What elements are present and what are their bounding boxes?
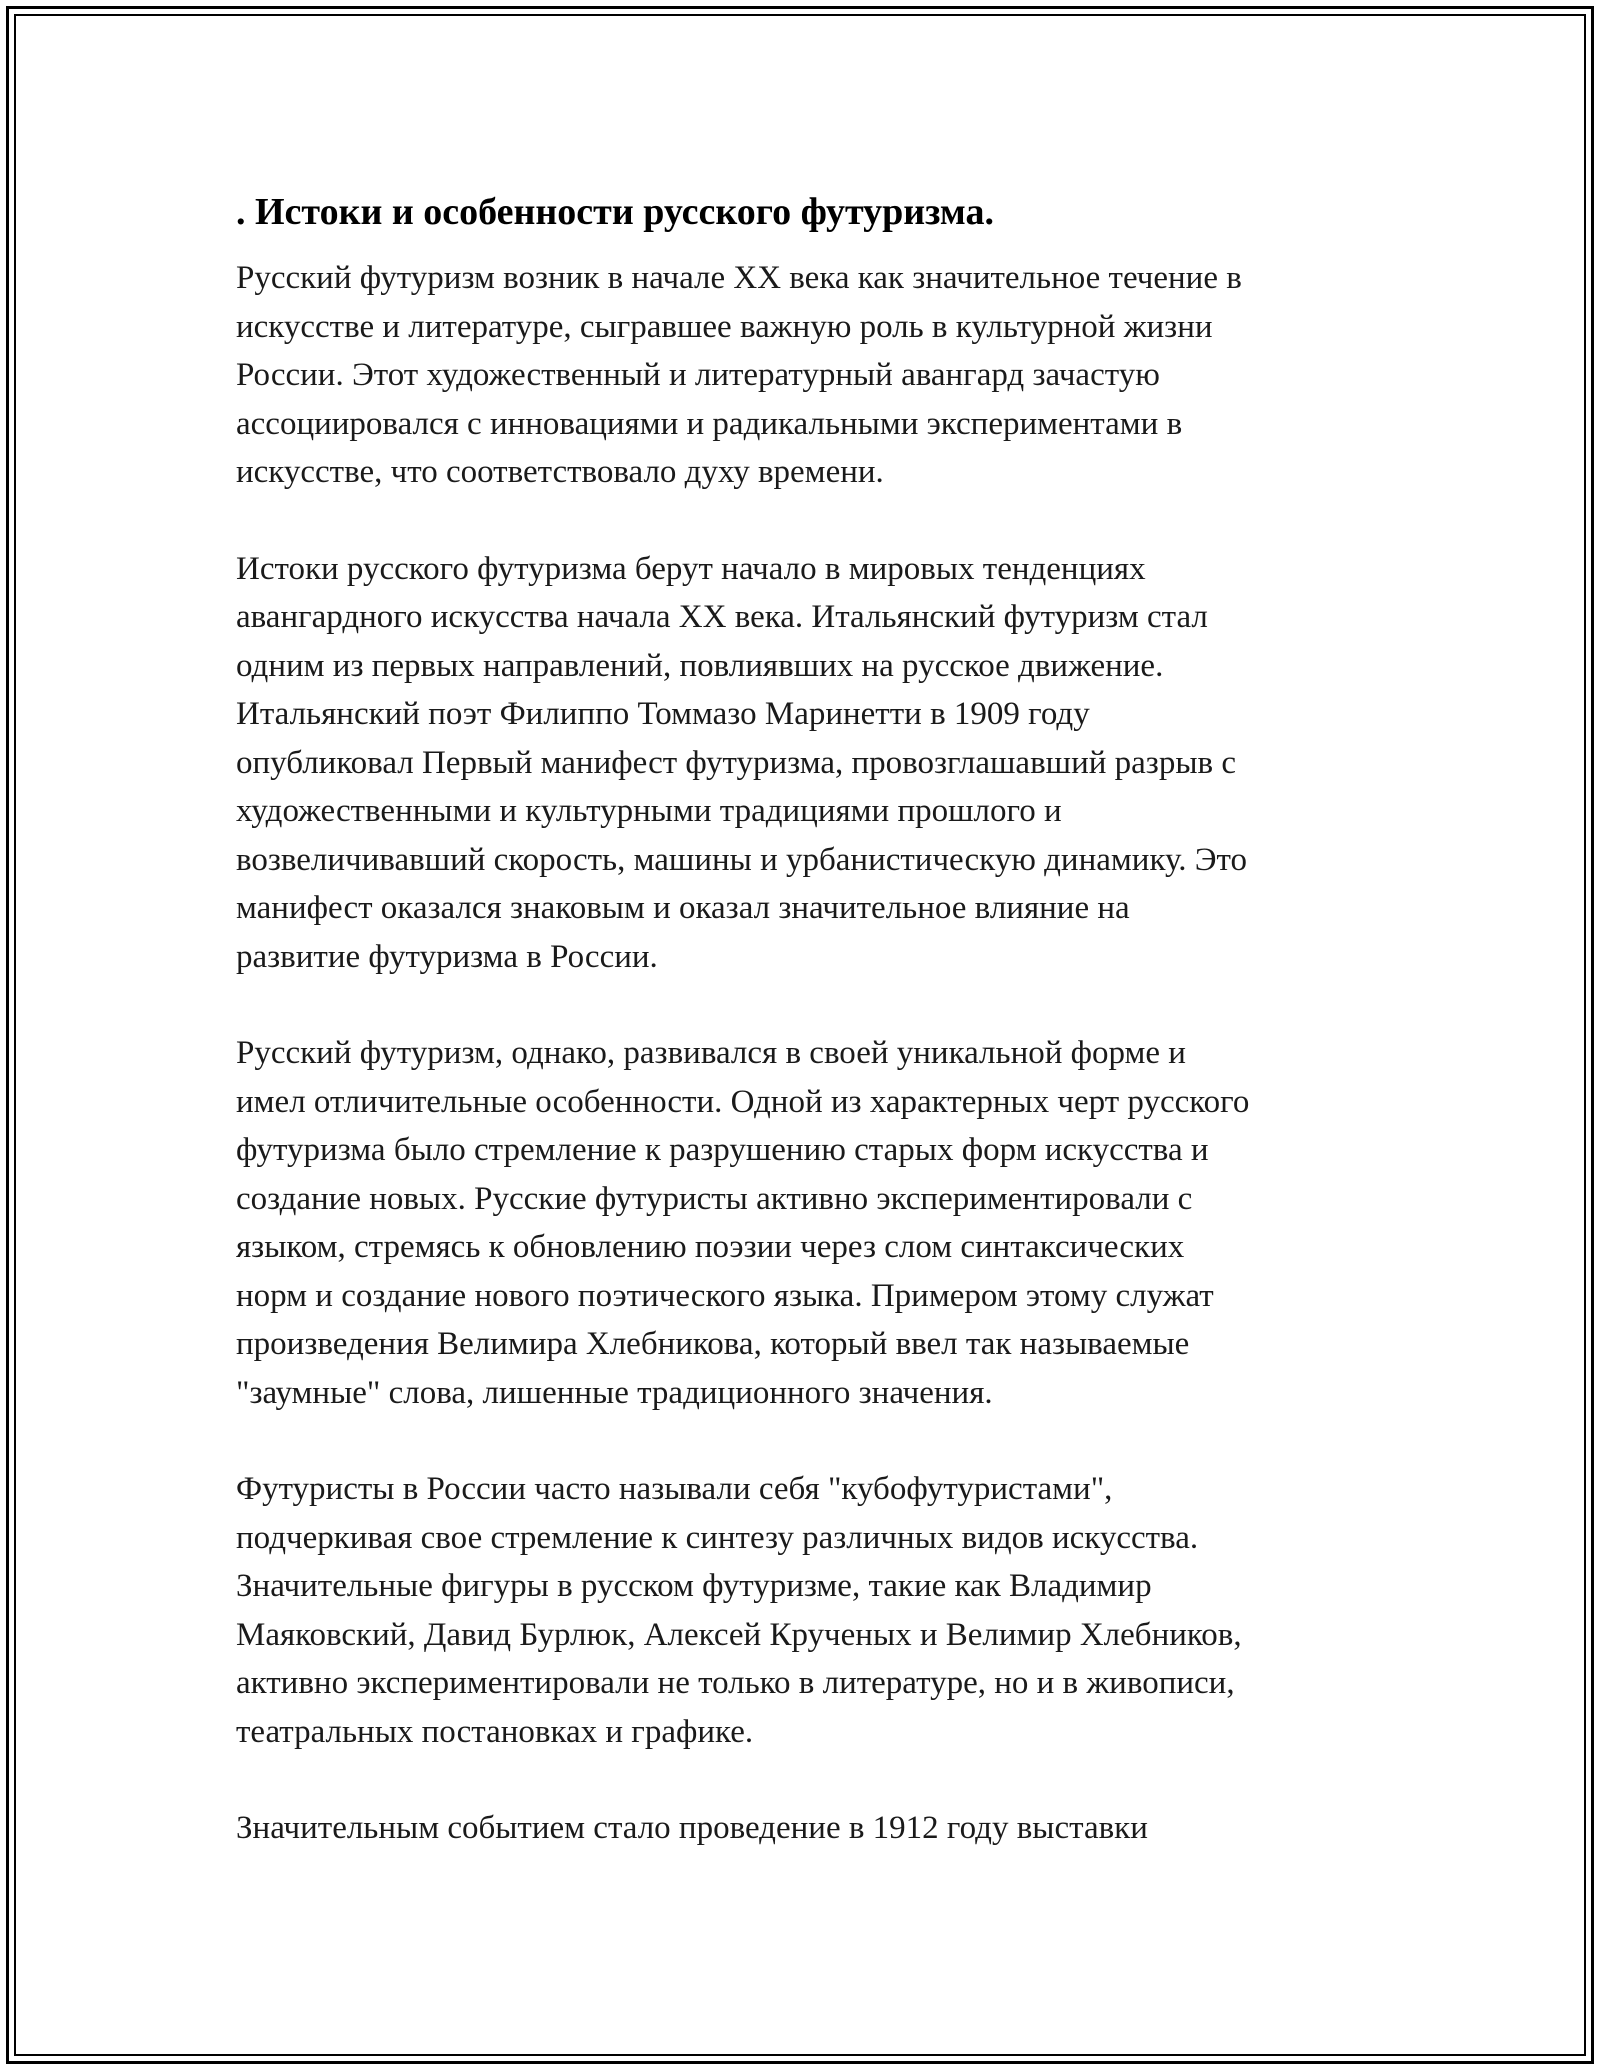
- document-body: [236, 188, 1396, 1901]
- text-line: "заумные" слова, лишенные традиционного значения.: [236, 1374, 993, 1411]
- text-line: Истоки русского футуризма берут начало в мировых тенденциях: [236, 550, 1146, 587]
- section-heading: . Истоки и особенности русского футуризма.: [236, 191, 995, 233]
- paragraph-2: [236, 545, 1396, 982]
- text-line: искусстве, что соответствовало духу времени.: [236, 454, 884, 490]
- text-line: манифест оказался знаковым и оказал значительное влияние на: [236, 890, 1130, 926]
- text-line: развитие футуризма в России.: [236, 938, 658, 975]
- text-line: России. Этот художественный и литературный авангард зачастую: [236, 357, 1160, 393]
- text-line: Маяковский, Давид Бурлюк, Алексей Крученых и Велимир Хлебников,: [236, 1616, 1242, 1653]
- text-line: авангардного искусства начала XX века. Итальянский футуризм стал: [236, 599, 1208, 635]
- text-line: Значительные фигуры в русском футуризме, такие как Владимир: [236, 1568, 1152, 1604]
- text-line: норм и создание нового поэтического языка. Примером этому служат: [236, 1277, 1214, 1314]
- text-line: создание новых. Русские футуристы активно экспериментировали с: [236, 1180, 1193, 1217]
- text-line: Футуристы в России часто называли себя "кубофутуристами",: [236, 1471, 1113, 1507]
- text-line: подчеркивая свое стремление к синтезу различных видов искусства.: [236, 1519, 1199, 1556]
- text-line: ассоциировался с инновациями и радикальными экспериментами в: [236, 405, 1183, 442]
- text-line: возвеличивавший скорость, машины и урбанистическую динамику. Это: [236, 841, 1247, 878]
- text-line: Русский футуризм возник в начале XX века как значительное течение в: [236, 260, 1242, 296]
- text-line: Итальянский поэт Филиппо Томмазо Маринетти в 1909 году: [236, 696, 1090, 732]
- paragraph-1: [236, 254, 1396, 497]
- text-line: языком, стремясь к обновлению поэзии через слом синтаксических: [236, 1229, 1185, 1265]
- paragraph-5: [236, 1804, 1396, 1853]
- text-line: искусстве и литературе, сыгравшее важную роль в культурной жизни: [236, 308, 1213, 345]
- text-line: активно экспериментировали не только в литературе, но и в живописи,: [236, 1665, 1235, 1701]
- text-line: одним из первых направлений, повлиявших на русское движение.: [236, 647, 1164, 684]
- text-line: художественными и культурными традициями прошлого и: [236, 793, 1062, 829]
- paragraph-4: [236, 1465, 1396, 1756]
- text-line: имел отличительные особенности. Одной из характерных черт русского: [236, 1083, 1250, 1120]
- text-line: театральных постановках и графике.: [236, 1713, 754, 1750]
- text-line: произведения Велимира Хлебникова, который ввел так называемые: [236, 1326, 1190, 1362]
- text-line: Значительным событием стало проведение в 1912 году выставки: [236, 1810, 1148, 1846]
- paragraph-3: [236, 1029, 1396, 1417]
- text-line: футуризма было стремление к разрушению старых форм искусства и: [236, 1132, 1209, 1168]
- text-line: Русский футуризм, однако, развивался в своей уникальной форме и: [236, 1035, 1186, 1071]
- text-line: опубликовал Первый манифест футуризма, провозглашавший разрыв с: [236, 744, 1236, 781]
